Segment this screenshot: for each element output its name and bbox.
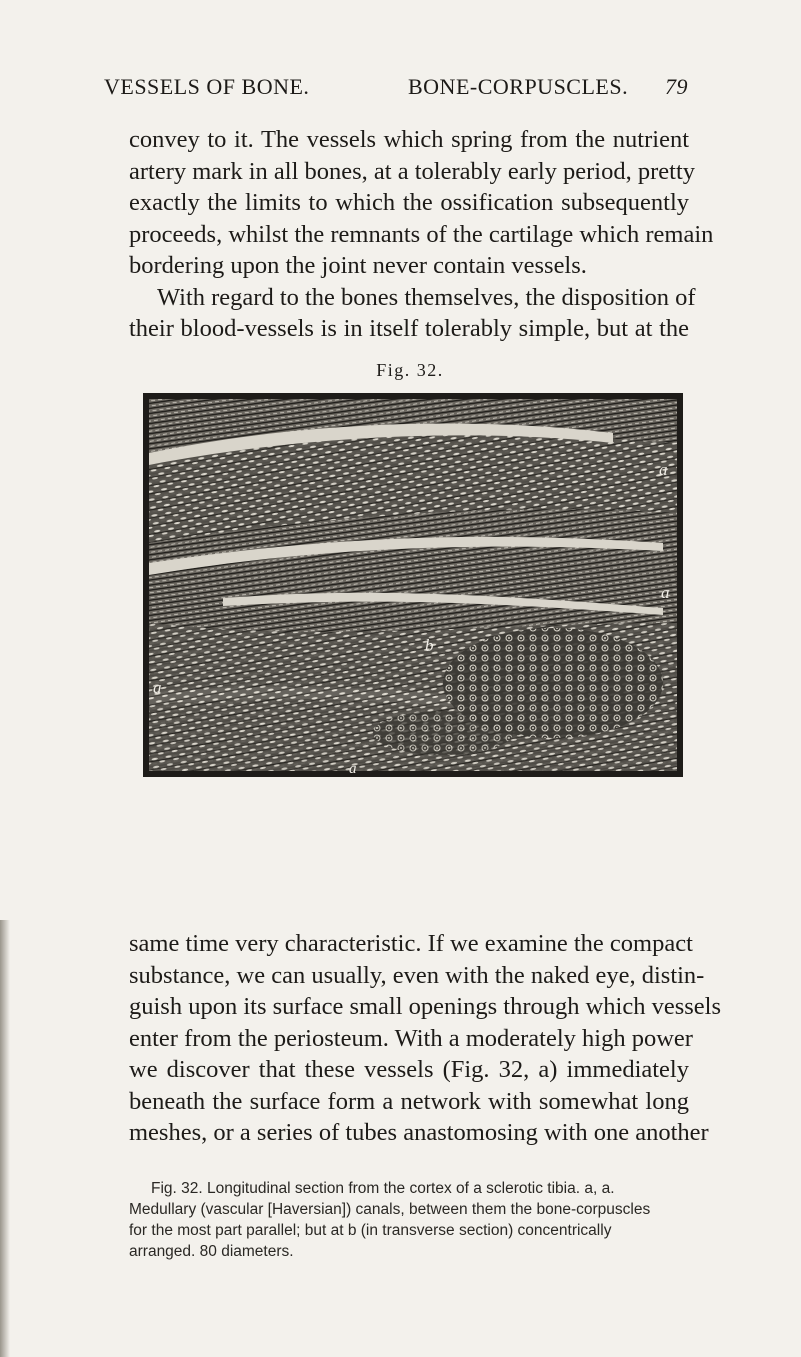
text-line: same time very characteristic. If we examine the compact (129, 930, 693, 957)
text-line: convey to it. The vessels which spring from the nutrient (129, 126, 689, 153)
text-line: bordering upon the joint never contain vessels. (129, 252, 587, 279)
caption-line: for the most part parallel; but at b (in transverse section) concentrically (129, 1222, 612, 1239)
text-line: enter from the periosteum. With a moderately high power (129, 1024, 693, 1052)
running-head-subtitle: BONE-CORPUSCLES. (408, 74, 629, 99)
bone-section-illustration (143, 393, 683, 777)
caption-line: Medullary (vascular [Haversian]) canals, between them the bone-corpuscles (129, 1201, 651, 1218)
figure-caption (129, 1178, 689, 1262)
page-number: 79 (665, 74, 688, 99)
figure-letter-a: a (349, 761, 357, 777)
text-line: With regard to the bones themselves, the disposition of (157, 283, 696, 311)
figure-letter-a: a (153, 678, 162, 697)
caption-line: arranged. 80 diameters. (129, 1243, 294, 1260)
running-head (104, 74, 688, 106)
text-line: artery mark in all bones, at a tolerably early period, pretty (129, 157, 696, 185)
text-line: guish upon its surface small openings through which vessels (129, 993, 722, 1020)
caption-line: Fig. 32. Longitudinal section from the cortex of a sclerotic tibia. a, a. (151, 1180, 615, 1197)
figure-letter-a: a (659, 460, 668, 479)
figure-letter-a: a (661, 583, 670, 602)
text-line: we discover that these vessels (Fig. 32, a) immediately (129, 1056, 689, 1083)
text-line: substance, we can usually, even with the naked eye, distin- (129, 961, 705, 989)
paragraph-bottom (129, 928, 722, 1149)
page-edge-shadow (0, 920, 10, 1357)
figure-letter-b: b (425, 636, 434, 655)
text-line: exactly the limits to which the ossification subsequently (129, 189, 689, 216)
running-head-title: VESSELS OF BONE. (104, 74, 310, 99)
paragraph-top (129, 124, 714, 345)
figure-label: Fig. 32. (376, 360, 444, 380)
text-line: meshes, or a series of tubes anastomosing with one another (129, 1119, 709, 1146)
text-line: proceeds, whilst the remnants of the cartilage which remain (129, 220, 714, 248)
text-line: beneath the surface form a network with somewhat long (129, 1087, 689, 1115)
text-line: their blood-vessels is in itself tolerably simple, but at the (129, 315, 689, 342)
